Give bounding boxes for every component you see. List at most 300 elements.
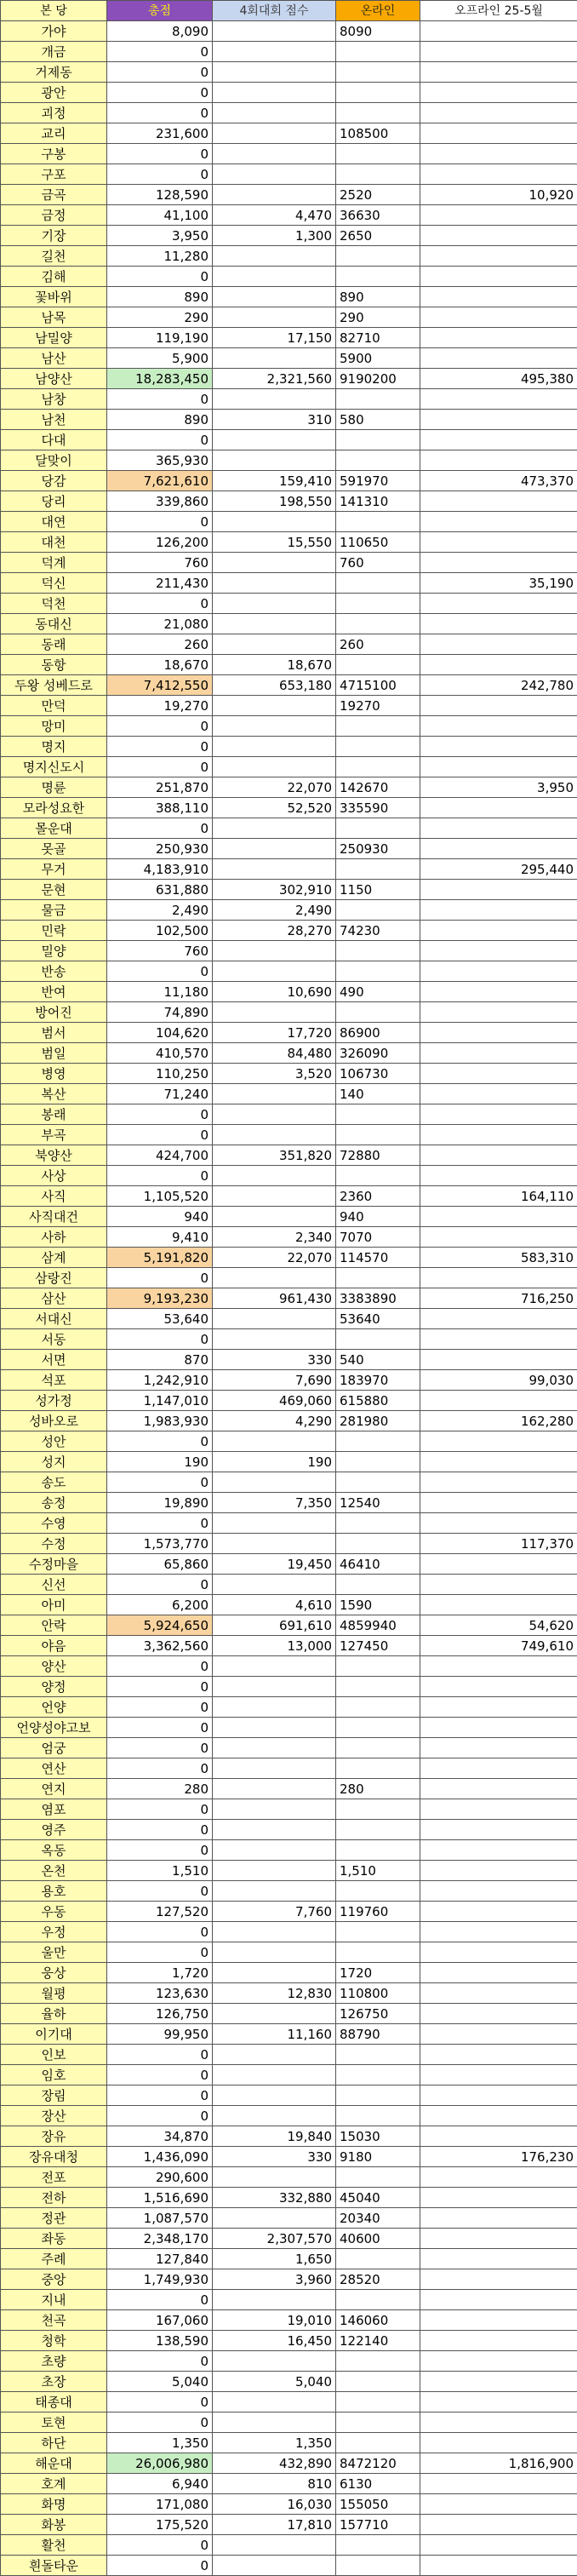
parish-name-cell: 웅상 bbox=[1, 1963, 107, 1983]
total-cell: 167,060 bbox=[107, 2310, 213, 2331]
event-score-cell: 2,321,560 bbox=[213, 369, 336, 389]
parish-name-cell: 토현 bbox=[1, 2412, 107, 2433]
online-cell: 335590 bbox=[336, 798, 420, 818]
event-score-cell: 19,450 bbox=[213, 1554, 336, 1575]
parish-name-cell: 사상 bbox=[1, 1166, 107, 1186]
offline-cell bbox=[420, 2229, 577, 2249]
event-score-cell: 351,820 bbox=[213, 1145, 336, 1166]
offline-cell bbox=[420, 2208, 577, 2229]
parish-name-cell: 반여 bbox=[1, 982, 107, 1002]
event-score-cell: 2,490 bbox=[213, 900, 336, 921]
event-score-cell: 3,960 bbox=[213, 2269, 336, 2290]
total-cell: 1,749,930 bbox=[107, 2269, 213, 2290]
parish-name-cell: 방어진 bbox=[1, 1002, 107, 1023]
online-cell: 110650 bbox=[336, 532, 420, 553]
event-score-cell bbox=[213, 634, 336, 655]
parish-name-cell: 장유 bbox=[1, 2126, 107, 2147]
offline-cell bbox=[420, 512, 577, 532]
online-cell bbox=[336, 1942, 420, 1963]
online-cell bbox=[336, 2085, 420, 2106]
total-cell: 127,520 bbox=[107, 1902, 213, 1922]
parish-name-cell: 동래 bbox=[1, 634, 107, 655]
offline-cell bbox=[420, 430, 577, 450]
offline-cell: 176,230 bbox=[420, 2147, 577, 2167]
parish-name-cell: 동항 bbox=[1, 655, 107, 675]
offline-cell bbox=[420, 1799, 577, 1820]
total-cell: 0 bbox=[107, 267, 213, 287]
online-cell: 250930 bbox=[336, 839, 420, 859]
online-cell bbox=[336, 267, 420, 287]
table-row bbox=[1, 1125, 577, 1145]
total-cell: 0 bbox=[107, 1268, 213, 1288]
online-cell bbox=[336, 2167, 420, 2188]
online-cell: 157710 bbox=[336, 2515, 420, 2535]
event-score-cell bbox=[213, 818, 336, 839]
header-offline: 오프라인 25-5월 bbox=[420, 1, 577, 21]
event-score-cell bbox=[213, 1268, 336, 1288]
offline-cell bbox=[420, 62, 577, 83]
table-row bbox=[1, 1207, 577, 1227]
parish-name-cell: 좌동 bbox=[1, 2229, 107, 2249]
event-score-cell: 22,070 bbox=[213, 777, 336, 798]
total-cell: 0 bbox=[107, 389, 213, 410]
table-row bbox=[1, 737, 577, 757]
event-score-cell bbox=[213, 1677, 336, 1697]
table-row bbox=[1, 1656, 577, 1677]
table-row bbox=[1, 1104, 577, 1125]
offline-cell bbox=[420, 839, 577, 859]
parish-name-cell: 야음 bbox=[1, 1636, 107, 1656]
total-cell: 251,870 bbox=[107, 777, 213, 798]
table-row bbox=[1, 307, 577, 328]
event-score-cell bbox=[213, 839, 336, 859]
online-cell bbox=[336, 1002, 420, 1023]
total-cell: 190 bbox=[107, 1452, 213, 1472]
table-row bbox=[1, 2024, 577, 2045]
parish-name-cell: 연산 bbox=[1, 1758, 107, 1779]
parish-name-cell: 가야 bbox=[1, 21, 107, 42]
offline-cell bbox=[420, 1207, 577, 1227]
offline-cell bbox=[420, 594, 577, 614]
online-cell bbox=[336, 1758, 420, 1779]
online-cell: 72880 bbox=[336, 1145, 420, 1166]
event-score-cell: 1,300 bbox=[213, 226, 336, 246]
table-row bbox=[1, 2106, 577, 2126]
event-score-cell bbox=[213, 2208, 336, 2229]
offline-cell bbox=[420, 2065, 577, 2085]
parish-name-cell: 사직대건 bbox=[1, 1207, 107, 1227]
total-cell: 365,930 bbox=[107, 450, 213, 471]
total-cell: 250,930 bbox=[107, 839, 213, 859]
online-cell: 12540 bbox=[336, 1493, 420, 1513]
event-score-cell bbox=[213, 573, 336, 594]
total-cell: 9,410 bbox=[107, 1227, 213, 1248]
online-cell: 142670 bbox=[336, 777, 420, 798]
event-score-cell bbox=[213, 512, 336, 532]
parish-name-cell: 남창 bbox=[1, 389, 107, 410]
table-row bbox=[1, 246, 577, 267]
table-row bbox=[1, 1738, 577, 1758]
event-score-cell: 17,810 bbox=[213, 2515, 336, 2535]
table-row bbox=[1, 798, 577, 818]
online-cell: 119760 bbox=[336, 1902, 420, 1922]
event-score-cell: 302,910 bbox=[213, 880, 336, 900]
offline-cell: 54,620 bbox=[420, 1615, 577, 1636]
total-cell: 9,193,230 bbox=[107, 1288, 213, 1309]
offline-cell: 473,370 bbox=[420, 471, 577, 491]
total-cell: 65,860 bbox=[107, 1554, 213, 1575]
offline-cell bbox=[420, 1002, 577, 1023]
offline-cell bbox=[420, 1656, 577, 1677]
parish-name-cell: 덕신 bbox=[1, 573, 107, 594]
online-cell bbox=[336, 1718, 420, 1738]
parish-name-cell: 덕계 bbox=[1, 553, 107, 573]
table-row bbox=[1, 655, 577, 675]
table-row bbox=[1, 1697, 577, 1718]
online-cell: 281980 bbox=[336, 1411, 420, 1431]
total-cell: 0 bbox=[107, 2392, 213, 2412]
table-row bbox=[1, 226, 577, 246]
table-row bbox=[1, 410, 577, 430]
total-cell: 0 bbox=[107, 2045, 213, 2065]
online-cell: 580 bbox=[336, 410, 420, 430]
online-cell bbox=[336, 246, 420, 267]
total-cell: 104,620 bbox=[107, 1023, 213, 1043]
offline-cell bbox=[420, 287, 577, 307]
total-cell: 1,720 bbox=[107, 1963, 213, 1983]
online-cell: 140 bbox=[336, 1084, 420, 1104]
total-cell: 74,890 bbox=[107, 1002, 213, 1023]
offline-cell bbox=[420, 1472, 577, 1493]
event-score-cell bbox=[213, 62, 336, 83]
parish-name-cell: 남천 bbox=[1, 410, 107, 430]
offline-cell bbox=[420, 246, 577, 267]
parish-name-cell: 범일 bbox=[1, 1043, 107, 1064]
total-cell: 7,412,550 bbox=[107, 675, 213, 696]
parish-name-cell: 명륜 bbox=[1, 777, 107, 798]
parish-name-cell: 봉래 bbox=[1, 1104, 107, 1125]
online-cell: 760 bbox=[336, 553, 420, 573]
offline-cell: 10,920 bbox=[420, 185, 577, 205]
offline-cell bbox=[420, 226, 577, 246]
total-cell: 11,180 bbox=[107, 982, 213, 1002]
event-score-cell bbox=[213, 42, 336, 62]
offline-cell bbox=[420, 1554, 577, 1575]
offline-cell bbox=[420, 389, 577, 410]
table-row bbox=[1, 1983, 577, 2004]
offline-cell bbox=[420, 1902, 577, 1922]
online-cell: 1150 bbox=[336, 880, 420, 900]
event-score-cell bbox=[213, 737, 336, 757]
offline-cell bbox=[420, 1493, 577, 1513]
offline-cell bbox=[420, 1881, 577, 1902]
total-cell: 175,520 bbox=[107, 2515, 213, 2535]
parish-name-cell: 사직 bbox=[1, 1186, 107, 1207]
offline-cell bbox=[420, 941, 577, 961]
total-cell: 1,510 bbox=[107, 1861, 213, 1881]
offline-cell bbox=[420, 798, 577, 818]
online-cell bbox=[336, 1575, 420, 1595]
total-cell: 7,621,610 bbox=[107, 471, 213, 491]
offline-cell: 162,280 bbox=[420, 1411, 577, 1431]
total-cell: 0 bbox=[107, 594, 213, 614]
table-row bbox=[1, 287, 577, 307]
parish-name-cell: 청학 bbox=[1, 2331, 107, 2351]
header-online: 온라인 bbox=[336, 1, 420, 21]
table-row bbox=[1, 2392, 577, 2412]
total-cell: 0 bbox=[107, 62, 213, 83]
table-row bbox=[1, 1922, 577, 1942]
parish-name-cell: 흰돌타운 bbox=[1, 2556, 107, 2576]
parish-name-cell: 정관 bbox=[1, 2208, 107, 2229]
parish-name-cell: 금정 bbox=[1, 205, 107, 226]
event-score-cell: 15,550 bbox=[213, 532, 336, 553]
table-row bbox=[1, 573, 577, 594]
online-cell: 2650 bbox=[336, 226, 420, 246]
table-row bbox=[1, 1779, 577, 1799]
total-cell: 290 bbox=[107, 307, 213, 328]
event-score-cell: 17,150 bbox=[213, 328, 336, 348]
offline-cell: 35,190 bbox=[420, 573, 577, 594]
event-score-cell bbox=[213, 1718, 336, 1738]
table-row bbox=[1, 123, 577, 144]
event-score-cell bbox=[213, 757, 336, 777]
total-cell: 290,600 bbox=[107, 2167, 213, 2188]
event-score-cell: 961,430 bbox=[213, 1288, 336, 1309]
total-cell: 18,670 bbox=[107, 655, 213, 675]
parish-name-cell: 구포 bbox=[1, 164, 107, 185]
online-cell: 53640 bbox=[336, 1309, 420, 1329]
table-row bbox=[1, 1166, 577, 1186]
parish-name-cell: 언양성야고보 bbox=[1, 1718, 107, 1738]
parish-name-cell: 주례 bbox=[1, 2249, 107, 2269]
parish-name-cell: 인보 bbox=[1, 2045, 107, 2065]
parish-name-cell: 명지신도시 bbox=[1, 757, 107, 777]
offline-cell bbox=[420, 1227, 577, 1248]
event-score-cell bbox=[213, 1166, 336, 1186]
event-score-cell: 432,890 bbox=[213, 2453, 336, 2474]
parish-name-cell: 성지 bbox=[1, 1452, 107, 1472]
table-row bbox=[1, 1043, 577, 1064]
table-row bbox=[1, 2412, 577, 2433]
total-cell: 5,191,820 bbox=[107, 1248, 213, 1268]
event-score-cell bbox=[213, 1758, 336, 1779]
online-cell bbox=[336, 1697, 420, 1718]
online-cell bbox=[336, 1820, 420, 1840]
table-row bbox=[1, 1145, 577, 1166]
online-cell: 108500 bbox=[336, 123, 420, 144]
online-cell: 8472120 bbox=[336, 2453, 420, 2474]
table-row bbox=[1, 2167, 577, 2188]
parish-name-cell: 부곡 bbox=[1, 1125, 107, 1145]
total-cell: 138,590 bbox=[107, 2331, 213, 2351]
online-cell: 28520 bbox=[336, 2269, 420, 2290]
table-row bbox=[1, 2433, 577, 2453]
event-score-cell bbox=[213, 21, 336, 42]
table-row bbox=[1, 1942, 577, 1963]
online-cell bbox=[336, 83, 420, 103]
offline-cell bbox=[420, 2106, 577, 2126]
parish-name-cell: 월평 bbox=[1, 1983, 107, 2004]
event-score-cell: 310 bbox=[213, 410, 336, 430]
event-score-cell bbox=[213, 1942, 336, 1963]
online-cell bbox=[336, 961, 420, 982]
table-row bbox=[1, 1452, 577, 1472]
offline-cell bbox=[420, 2085, 577, 2106]
table-row bbox=[1, 1615, 577, 1636]
header-total: 총점 bbox=[107, 1, 213, 21]
event-score-cell bbox=[213, 2351, 336, 2372]
total-cell: 123,630 bbox=[107, 1983, 213, 2004]
total-cell: 0 bbox=[107, 103, 213, 123]
total-cell: 760 bbox=[107, 553, 213, 573]
table-row bbox=[1, 348, 577, 369]
table-row bbox=[1, 1064, 577, 1084]
offline-cell bbox=[420, 757, 577, 777]
parish-name-cell: 율하 bbox=[1, 2004, 107, 2024]
offline-cell bbox=[420, 716, 577, 737]
offline-cell bbox=[420, 2392, 577, 2412]
offline-cell: 242,780 bbox=[420, 675, 577, 696]
event-score-cell bbox=[213, 246, 336, 267]
offline-cell bbox=[420, 1779, 577, 1799]
event-score-cell bbox=[213, 287, 336, 307]
offline-cell bbox=[420, 2290, 577, 2310]
event-score-cell: 18,670 bbox=[213, 655, 336, 675]
offline-cell bbox=[420, 1023, 577, 1043]
event-score-cell bbox=[213, 594, 336, 614]
offline-cell bbox=[420, 2188, 577, 2208]
total-cell: 890 bbox=[107, 287, 213, 307]
offline-cell: 3,950 bbox=[420, 777, 577, 798]
offline-cell bbox=[420, 1677, 577, 1697]
total-cell: 0 bbox=[107, 1942, 213, 1963]
total-cell: 26,006,980 bbox=[107, 2453, 213, 2474]
parish-name-cell: 초장 bbox=[1, 2372, 107, 2392]
total-cell: 119,190 bbox=[107, 328, 213, 348]
table-row bbox=[1, 961, 577, 982]
table-row bbox=[1, 839, 577, 859]
table-row bbox=[1, 2515, 577, 2535]
online-cell: 4715100 bbox=[336, 675, 420, 696]
table-row bbox=[1, 1534, 577, 1554]
table-row bbox=[1, 1902, 577, 1922]
online-cell: 146060 bbox=[336, 2310, 420, 2331]
online-cell bbox=[336, 614, 420, 634]
offline-cell bbox=[420, 880, 577, 900]
total-cell: 0 bbox=[107, 1472, 213, 1493]
table-row bbox=[1, 777, 577, 798]
parish-name-cell: 모라성요한 bbox=[1, 798, 107, 818]
event-score-cell: 52,520 bbox=[213, 798, 336, 818]
online-cell bbox=[336, 512, 420, 532]
parish-name-cell: 초량 bbox=[1, 2351, 107, 2372]
parish-name-cell: 두왕 성베드로 bbox=[1, 675, 107, 696]
event-score-cell bbox=[213, 1207, 336, 1227]
offline-cell bbox=[420, 2167, 577, 2188]
offline-cell bbox=[420, 1084, 577, 1104]
event-score-cell bbox=[213, 1738, 336, 1758]
event-score-cell bbox=[213, 859, 336, 880]
event-score-cell: 1,650 bbox=[213, 2249, 336, 2269]
table-row bbox=[1, 859, 577, 880]
table-row bbox=[1, 185, 577, 205]
parish-name-cell: 만덕 bbox=[1, 696, 107, 716]
table-row bbox=[1, 103, 577, 123]
offline-cell bbox=[420, 164, 577, 185]
parish-name-cell: 밀양 bbox=[1, 941, 107, 961]
table-row bbox=[1, 1248, 577, 1268]
total-cell: 1,983,930 bbox=[107, 1411, 213, 1431]
online-cell bbox=[336, 62, 420, 83]
offline-cell: 117,370 bbox=[420, 1534, 577, 1554]
online-cell bbox=[336, 594, 420, 614]
offline-cell bbox=[420, 1575, 577, 1595]
total-cell: 0 bbox=[107, 144, 213, 164]
parish-name-cell: 거제동 bbox=[1, 62, 107, 83]
event-score-cell bbox=[213, 123, 336, 144]
total-cell: 5,900 bbox=[107, 348, 213, 369]
offline-cell bbox=[420, 2331, 577, 2351]
total-cell: 1,087,570 bbox=[107, 2208, 213, 2229]
parish-name-cell: 남밀양 bbox=[1, 328, 107, 348]
offline-cell bbox=[420, 2474, 577, 2494]
total-cell: 0 bbox=[107, 1656, 213, 1677]
parish-name-cell: 명지 bbox=[1, 737, 107, 757]
table-row bbox=[1, 2310, 577, 2331]
online-cell: 260 bbox=[336, 634, 420, 655]
table-row bbox=[1, 1329, 577, 1350]
parish-name-cell: 교리 bbox=[1, 123, 107, 144]
event-score-cell: 330 bbox=[213, 2147, 336, 2167]
online-cell bbox=[336, 1472, 420, 1493]
parish-name-cell: 송도 bbox=[1, 1472, 107, 1493]
total-cell: 0 bbox=[107, 1840, 213, 1861]
online-cell: 5900 bbox=[336, 348, 420, 369]
total-cell: 21,080 bbox=[107, 614, 213, 634]
parish-name-cell: 장유대청 bbox=[1, 2147, 107, 2167]
table-row bbox=[1, 1513, 577, 1534]
online-cell: 6130 bbox=[336, 2474, 420, 2494]
online-cell: 15030 bbox=[336, 2126, 420, 2147]
online-cell: 280 bbox=[336, 1779, 420, 1799]
event-score-cell: 17,720 bbox=[213, 1023, 336, 1043]
offline-cell bbox=[420, 2045, 577, 2065]
event-score-cell bbox=[213, 696, 336, 716]
table-row bbox=[1, 2494, 577, 2515]
offline-cell bbox=[420, 348, 577, 369]
event-score-cell bbox=[213, 1472, 336, 1493]
event-score-cell: 16,450 bbox=[213, 2331, 336, 2351]
table-row bbox=[1, 941, 577, 961]
event-score-cell bbox=[213, 2412, 336, 2433]
event-score-cell bbox=[213, 2065, 336, 2085]
event-score-cell bbox=[213, 389, 336, 410]
total-cell: 0 bbox=[107, 1575, 213, 1595]
event-score-cell bbox=[213, 348, 336, 369]
event-score-cell bbox=[213, 1820, 336, 1840]
parish-name-cell: 남산 bbox=[1, 348, 107, 369]
total-cell: 0 bbox=[107, 1697, 213, 1718]
event-score-cell bbox=[213, 307, 336, 328]
table-row bbox=[1, 614, 577, 634]
offline-cell bbox=[420, 2412, 577, 2433]
parish-name-cell: 이기대 bbox=[1, 2024, 107, 2045]
offline-cell bbox=[420, 982, 577, 1002]
event-score-cell bbox=[213, 1799, 336, 1820]
offline-cell: 583,310 bbox=[420, 1248, 577, 1268]
online-cell: 127450 bbox=[336, 1636, 420, 1656]
